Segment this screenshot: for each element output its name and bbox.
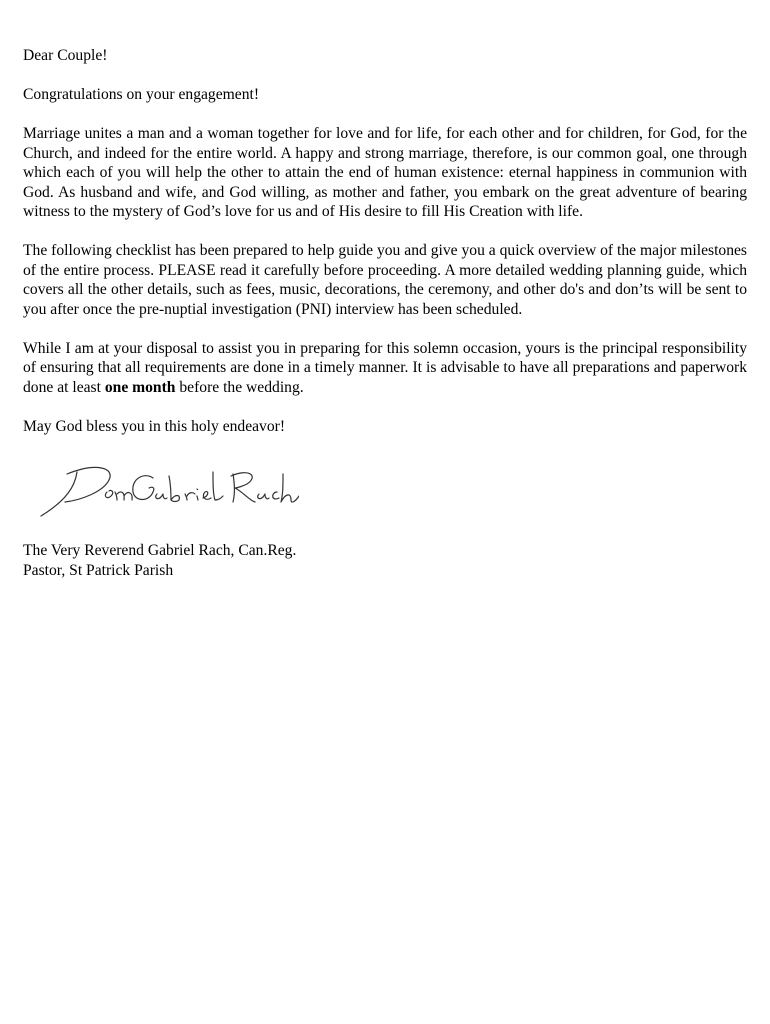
letter-body (23, 46, 747, 580)
salutation: Dear Couple! (23, 47, 108, 64)
blessing-line: May God bless you in this holy endeavor! (23, 417, 286, 435)
signature-block (23, 541, 747, 580)
responsibility-text-end: before the wedding. (175, 378, 304, 396)
one-month-emphasis: one month (104, 378, 176, 396)
handwritten-signature (37, 456, 299, 522)
paragraph-marriage: Marriage unites a man and a woman together for love and for life, for each other and for children, for God, for the Church, and indeed for the entire world. A happy and strong marriage, therefore, is our common goal, one through which each of you will help the other to attain the end of human existence: eternal happiness in communion with God. As husband and wife, and God willing, as mother and father, you embark on the great adventure of bearing witness to the mystery of God’s love for us and of His desire to fill His Creation with life. (23, 125, 747, 220)
congratulations-line: Congratulations on your engagement! (23, 86, 260, 103)
responsibility-text-start: While I am at your disposal to assist you in preparing for this solemn occasion, yours is the principal responsibility of ensuring that all requirements are done in a timely manner. It is advisable to have all preparations and paperwork done at least (23, 339, 747, 396)
paragraph-checklist: The following checklist has been prepared to help guide you and give you a quick overview of the major milestones of the entire process. PLEASE read it carefully before proceeding. A more detailed wedding planning guide, which covers all the other details, such as fees, music, decorations, the ceremony, and other do's and don’ts will be sent to you after once the pre-nuptial investigation (PNI) interview has been scheduled. (23, 242, 747, 318)
paragraph-responsibility (23, 339, 747, 398)
signer-name: The Very Reverend Gabriel Rach, Can.Reg. (23, 542, 297, 559)
signer-title: Pastor, St Patrick Parish (23, 561, 174, 579)
